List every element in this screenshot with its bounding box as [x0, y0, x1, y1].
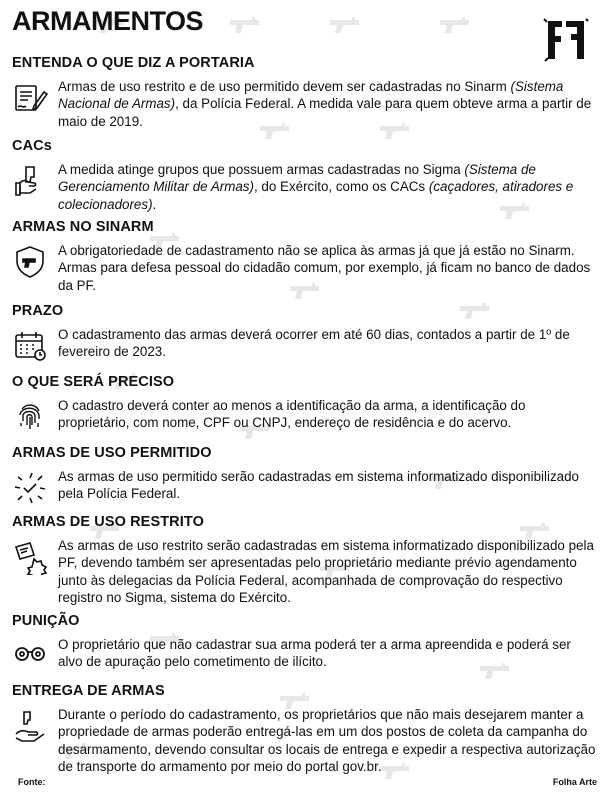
fingerprint-icon	[12, 399, 50, 437]
section-heading: PRAZO	[12, 303, 64, 319]
section-heading: ENTENDA O QUE DIZ A PORTARIA	[12, 55, 255, 71]
text-fragment: As armas de uso restrito serão cadastradas em sistema informatizado disponibilizado pela PF, devendo também ser apresentadas pelo proprietário mediante prévio agendamento junto às delegacias da Polícia Federal, acompanhada de comprovação do respectivo registro no Sigma, sistema do Exército.	[58, 538, 594, 605]
section-text	[58, 397, 599, 432]
section-text	[58, 78, 599, 130]
section-text	[58, 706, 599, 775]
section-text	[58, 636, 599, 671]
section-heading: O QUE SERÁ PRECISO	[12, 374, 175, 390]
text-fragment: As armas de uso permitido serão cadastradas em sistema informatizado disponibilizado pela Polícia Federal.	[58, 469, 579, 502]
source-label: Fonte:	[18, 777, 46, 787]
calendar-icon	[12, 328, 50, 366]
shield-gun-icon	[12, 244, 50, 282]
section-heading: ARMAS DE USO RESTRITO	[12, 514, 204, 530]
document-badge-icon	[12, 539, 50, 577]
section-punicao	[12, 612, 599, 676]
section-o-que-sera-preciso	[12, 373, 599, 437]
section-uso-restrito	[12, 513, 599, 606]
text-fragment: O cadastramento das armas deverá ocorrer em até 60 dias, contados a partir de 1º de fevereiro de 2023.	[58, 327, 570, 360]
text-fragment: O proprietário que não cadastrar sua arma poderá ter a arma apreendida e poderá ser alvo de apuração pelo cometimento de ilícito.	[58, 637, 571, 670]
section-portaria	[12, 54, 599, 130]
text-fragment: , da Polícia Federal. A medida vale para quem obteve arma a partir de maio de 2019.	[58, 96, 592, 129]
section-heading: ARMAS NO SINARM	[12, 219, 154, 235]
section-prazo	[12, 302, 599, 366]
hand-delivery-icon	[12, 708, 50, 746]
section-heading: PUNIÇÃO	[12, 613, 80, 629]
text-fragment: Armas de uso restrito e de uso permitido devem ser cadastradas no Sinarm	[58, 79, 511, 94]
text-fragment: (caçadores, atiradores e colecionadores)	[58, 179, 574, 212]
section-heading: ARMAS DE USO PERMITIDO	[12, 445, 212, 461]
check-burst-icon	[12, 470, 50, 508]
text-fragment: (Sistema de Gerenciamento Militar de Armas)	[58, 162, 536, 195]
section-heading: ENTREGA DE ARMAS	[12, 683, 165, 699]
text-fragment: , do Exército, como os CACs	[253, 179, 429, 195]
text-fragment: (Sistema Nacional de Armas)	[58, 79, 564, 112]
text-fragment: O cadastro deverá conter ao menos a identificação da arma, a identificação do proprietário, com nome, CPF ou CNPJ, endereço de residência e do acervo.	[58, 398, 526, 431]
section-entrega-armas	[12, 682, 599, 775]
text-fragment: A medida atinge grupos que possuem armas cadastradas no Sigma	[58, 162, 465, 177]
section-text	[58, 537, 599, 606]
text-fragment: .	[152, 196, 157, 212]
section-text	[58, 326, 599, 361]
section-heading: CACs	[12, 138, 52, 154]
handcuffs-icon	[12, 638, 50, 676]
document-sign-icon	[12, 80, 50, 118]
section-text	[58, 242, 599, 294]
credit-label: Folha Arte	[552, 777, 597, 787]
page-title: ARMAMENTOS	[12, 6, 204, 36]
section-cacs	[12, 137, 599, 213]
text-fragment: A obrigatoriedade de cadastramento não se aplica às armas já que já estão no Sinarm. Armas para defesa pessoal do cidadão comum, por exemplo, já ficam no banco de dados da PF.	[58, 243, 591, 293]
section-armas-sinarm	[12, 218, 599, 294]
text-fragment: Durante o período do cadastramento, os proprietários que não mais desejarem manter a propriedade de armas poderão entregá-las em um dos postos de coleta da campanha do desarmamento, devendo consultar os locais de entrega e expedir a respectiva autorização de transporte do armamento por meio do portal gov.br.	[58, 707, 596, 774]
hand-pistol-icon	[12, 163, 50, 201]
section-uso-permitido	[12, 444, 599, 508]
section-text	[58, 161, 599, 213]
section-text	[58, 468, 599, 503]
